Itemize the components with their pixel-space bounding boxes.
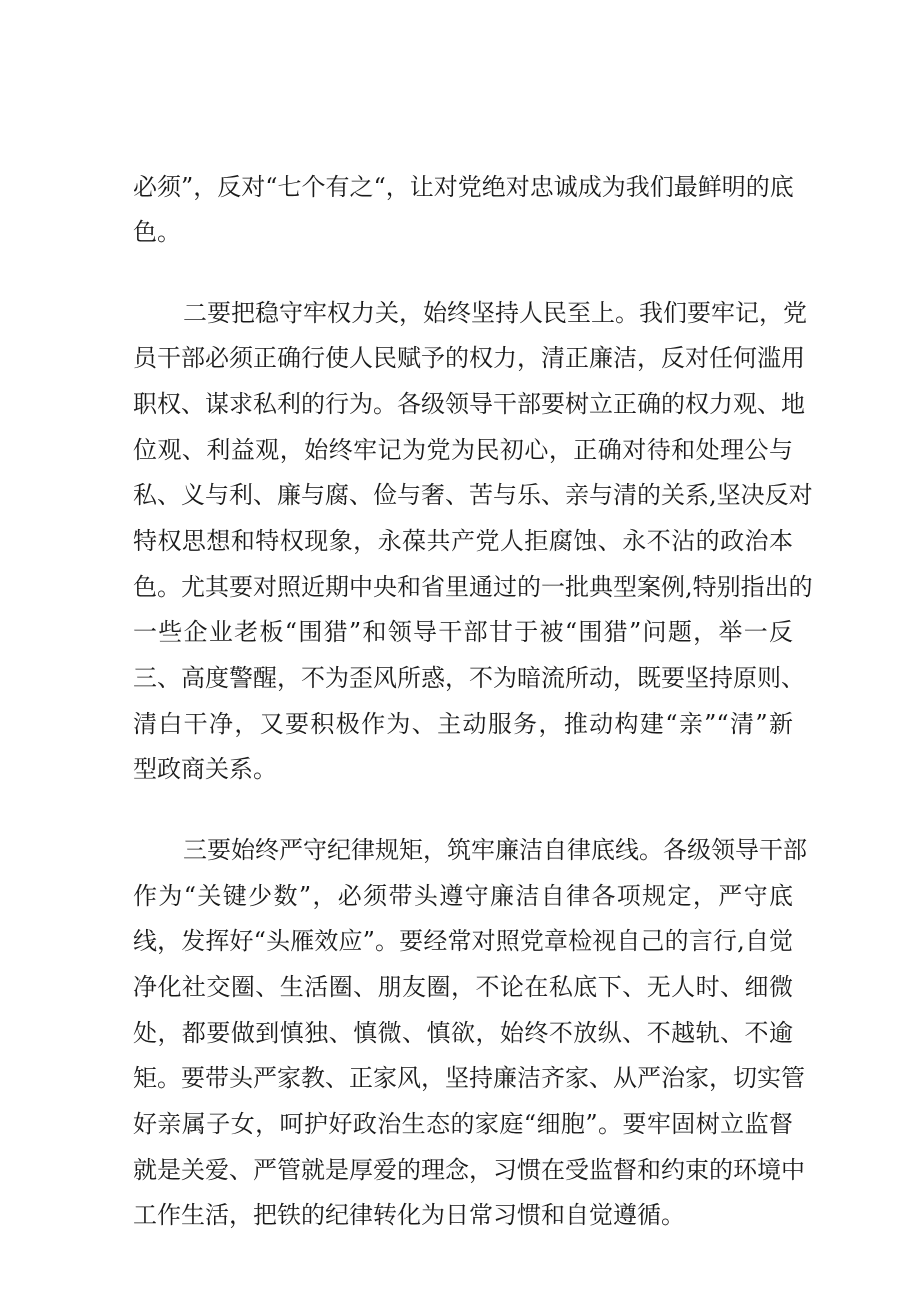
text-line: 作为“关键少数”，必须带头遵守廉洁自律各项规定，严守底 xyxy=(133,882,793,910)
text-line: 三、高度警醒，不为歪风所惑，不为暗流所动，既要坚持原则、 xyxy=(133,664,805,692)
text-line: 工作生活，把铁的纪律转化为日常习惯和自觉遵循。 xyxy=(133,1201,685,1229)
text-line: 色。尤其要对照近期中央和省里通过的一批典型案例,特别指出的 xyxy=(133,573,813,601)
paragraph-start-line: 三要始终严守纪律规矩，筑牢廉洁自律底线。各级领导干部 xyxy=(183,836,807,864)
text-line: 线，发挥好“头雁效应”。要经常对照党章检视自己的言行,自觉 xyxy=(133,927,793,955)
text-line: 清白干净，又要积极作为、主动服务，推动构建“亲”“清”新 xyxy=(133,710,793,738)
text-line: 私、义与利、廉与腐、俭与奢、苦与乐、亲与清的关系,坚决反对 xyxy=(133,481,813,509)
paragraph-start-line: 二要把稳守牢权力关，始终坚持人民至上。我们要牢记，党 xyxy=(183,299,807,327)
text-line: 员干部必须正确行使人民赋予的权力，清正廉洁，反对任何滥用 xyxy=(133,344,805,372)
text-line: 必须”，反对“七个有之“，让对党绝对忠诚成为我们最鲜明的底 xyxy=(133,173,794,201)
text-line: 色。 xyxy=(133,218,181,246)
text-line: 就是关爱、严管就是厚爱的理念，习惯在受监督和约束的环境中 xyxy=(133,1156,805,1184)
text-line: 一些企业老板“围猎”和领导干部甘于被“围猎”问题，举一反 xyxy=(133,618,793,646)
text-line: 职权、谋求私利的行为。各级领导干部要树立正确的权力观、地 xyxy=(133,390,805,418)
text-line: 好亲属子女，呵护好政治生态的家庭“细胞”。要牢固树立监督 xyxy=(133,1110,793,1138)
text-line: 位观、利益观，始终牢记为党为民初心，正确对待和处理公与 xyxy=(133,436,793,464)
text-line: 矩。要带头严家教、正家风，坚持廉洁齐家、从严治家，切实管 xyxy=(133,1064,805,1092)
text-line: 处，都要做到慎独、慎微、慎欲，始终不放纵、不越轨、不逾 xyxy=(133,1019,793,1047)
text-line: 特权思想和特权现象，永葆共产党人拒腐蚀、永不沾的政治本 xyxy=(133,527,793,555)
text-line: 型政商关系。 xyxy=(133,755,277,783)
text-line: 净化社交圈、生活圈、朋友圈，不论在私底下、无人时、细微 xyxy=(133,973,793,1001)
